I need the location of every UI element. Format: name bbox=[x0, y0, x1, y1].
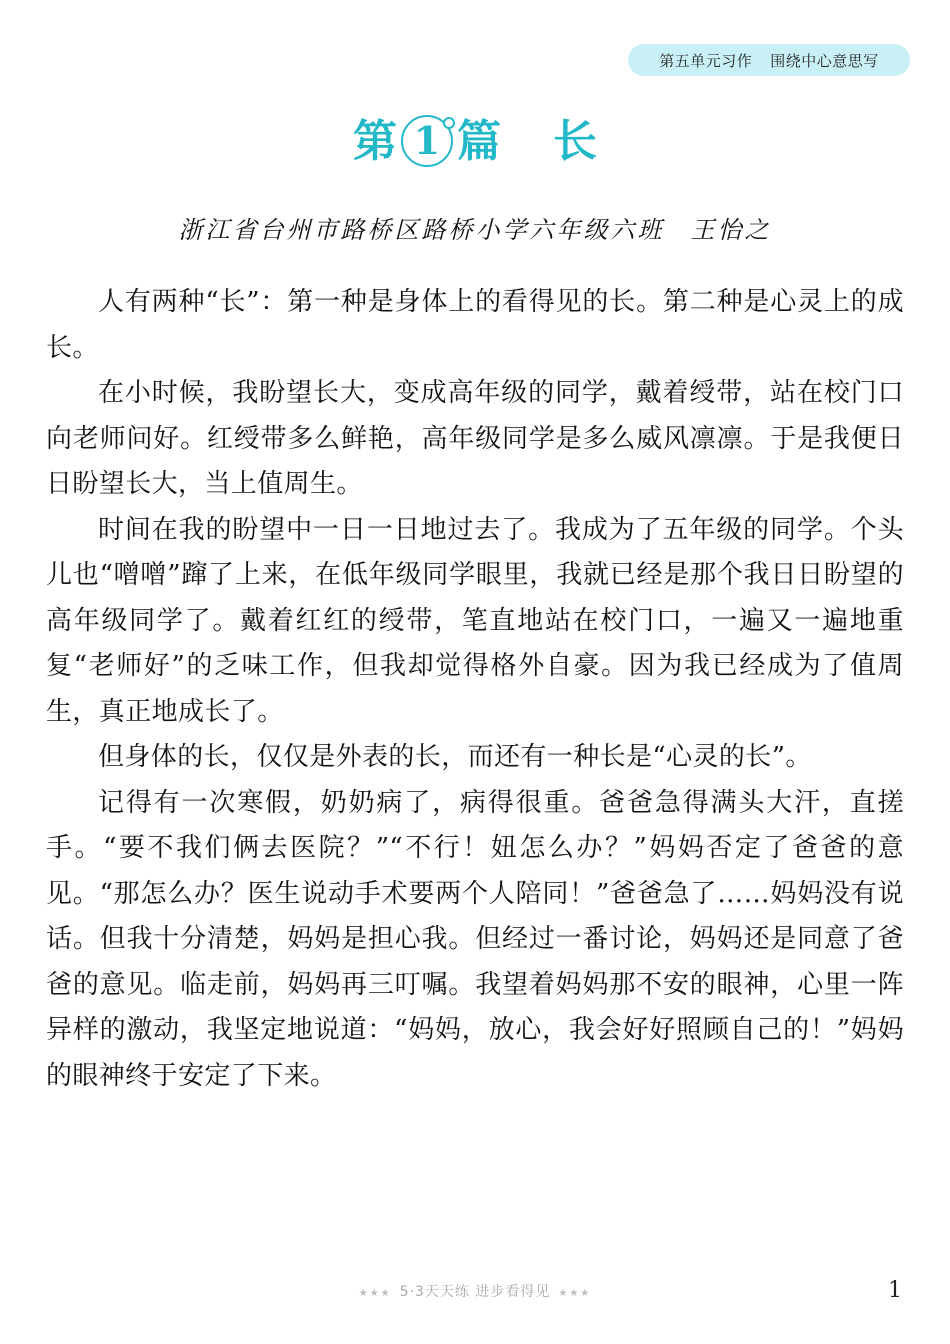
topic-label: 围绕中心意思写 bbox=[770, 51, 879, 70]
title-suffix: 篇 bbox=[457, 116, 501, 167]
essay-number: 1 bbox=[413, 117, 441, 163]
star-icon: ★★★ bbox=[358, 1288, 392, 1299]
paragraph: 记得有一次寒假，奶奶病了，病得很重。爸爸急得满头大汗，直搓手。“要不我们俩去医院？”“不行！妞怎么办？”妈妈否定了爸爸的意见。“那怎么办？医生说动手术要两个人陪同！”爸爸急了……妈妈没有说话。但我十分清楚，妈妈是担心我。但经过一番讨论，妈妈还是同意了爸爸的意见。临走前，妈妈再三叮嘱。我望着妈妈那不安的眼神，心里一阵异样的激动，我坚定地说道：“妈妈，放心，我会好好照顾自己的！”妈妈的眼神终于安定了下来。 bbox=[46, 787, 904, 1091]
essay-title bbox=[0, 110, 950, 174]
paragraph: 但身体的长，仅仅是外表的长，而还有一种长是“心灵的长”。 bbox=[98, 742, 812, 772]
star-icon: ★★★ bbox=[558, 1288, 592, 1299]
unit-label: 第五单元习作 bbox=[659, 51, 753, 70]
unit-header-tag bbox=[628, 44, 910, 76]
page-number: 1 bbox=[888, 1278, 902, 1303]
author-name: 王怡之 bbox=[690, 216, 772, 244]
author-line bbox=[0, 210, 950, 245]
essay-body bbox=[46, 280, 904, 1099]
paragraph: 在小时候，我盼望长大，变成高年级的同学，戴着绶带，站在校门口向老师问好。红绶带多么鲜艳，高年级同学是多么威风凛凛。于是我便日日盼望长大，当上值周生。 bbox=[46, 378, 904, 499]
essay-number-badge bbox=[399, 113, 455, 169]
paragraph: 人有两种“长”：第一种是身体上的看得见的长。第二种是心灵上的成长。 bbox=[46, 287, 904, 363]
author-school: 浙江省台州市路桥区路桥小学六年级六班 bbox=[178, 216, 665, 244]
slogan-text: 5·3天天练 进步看得见 bbox=[399, 1284, 551, 1300]
title-word: 长 bbox=[553, 116, 597, 167]
footer-slogan bbox=[0, 1281, 950, 1301]
title-prefix: 第 bbox=[353, 116, 397, 167]
paragraph: 时间在我的盼望中一日一日地过去了。我成为了五年级的同学。个头儿也“噌噌”蹿了上来，在低年级同学眼里，我就已经是那个我日日盼望的高年级同学了。戴着红红的绶带，笔直地站在校门口，一遍又一遍地重复“老师好”的乏味工作，但我却觉得格外自豪。因为我已经成为了值周生，真正地成长了。 bbox=[46, 514, 904, 727]
